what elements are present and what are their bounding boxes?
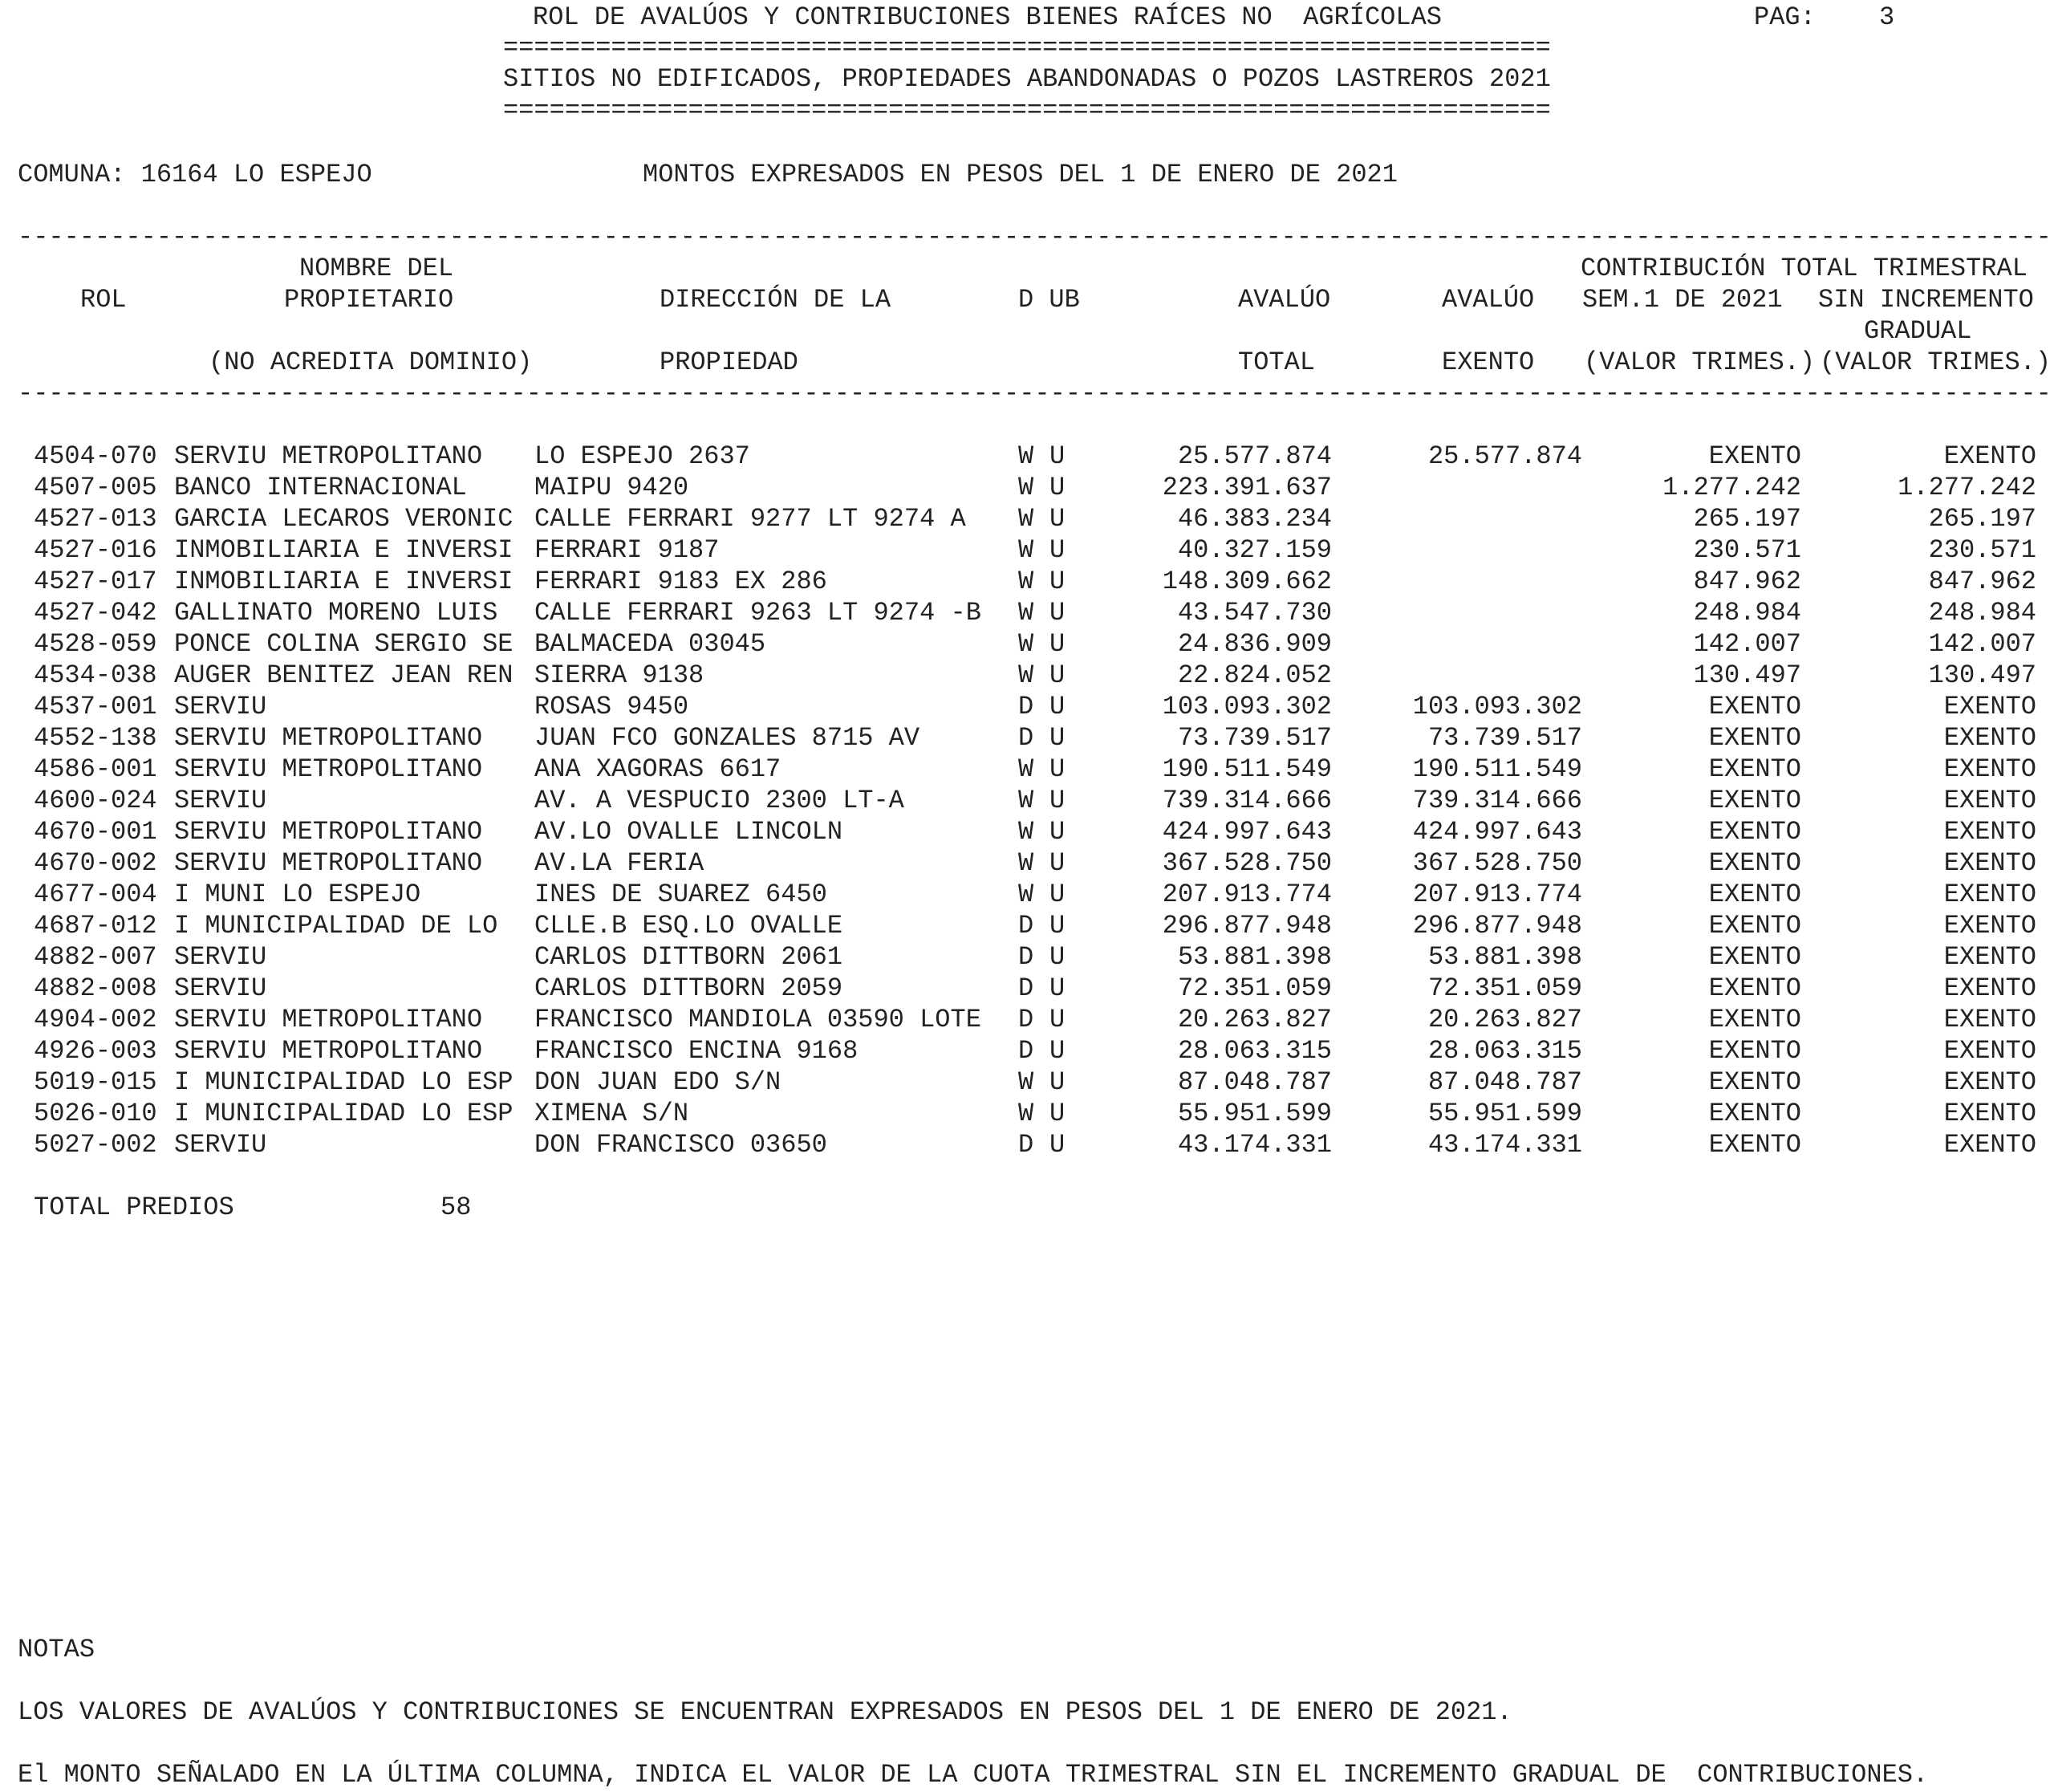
cell-avaluo-total: 148.309.662 <box>1162 567 1332 596</box>
cell-avaluo-exento: 87.048.787 <box>1427 1067 1582 1097</box>
notes-heading: NOTAS <box>18 1635 95 1664</box>
cell-rol: 4882-007 <box>34 942 157 972</box>
cell-contrib-sem: EXENTO <box>1708 880 1801 909</box>
rule-header-bottom: ------------------------------------------------------------------------------------------------------------------------------------ <box>18 379 2052 408</box>
cell-contrib-sem: 265.197 <box>1693 504 1801 534</box>
cell-d: W <box>1018 567 1034 596</box>
montos-label: MONTOS EXPRESADOS EN PESOS DEL 1 DE ENERO DE 2021 <box>643 160 1398 189</box>
table-row <box>0 597 2054 628</box>
cell-ub: U <box>1049 754 1066 784</box>
cell-rol: 4528-059 <box>34 629 157 659</box>
table-row <box>0 534 2054 566</box>
cell-rol: 4527-042 <box>34 598 157 628</box>
table-row <box>0 785 2054 816</box>
cell-d: W <box>1018 598 1034 628</box>
rule-header-top: ------------------------------------------------------------------------------------------------------------------------------------ <box>18 222 2052 252</box>
cell-nombre: AUGER BENITEZ JEAN REN <box>174 660 514 690</box>
table-row <box>0 1129 2054 1160</box>
cell-contrib-trim: EXENTO <box>1943 786 2036 815</box>
col-avaluo-exento-l4: EXENTO <box>1442 347 1535 377</box>
cell-avaluo-exento: 424.997.643 <box>1412 817 1582 847</box>
cell-nombre: I MUNICIPALIDAD DE LO <box>174 911 498 941</box>
cell-ub: U <box>1049 1005 1066 1034</box>
cell-nombre: SERVIU METROPOLITANO <box>174 848 483 878</box>
cell-d: D <box>1018 723 1034 753</box>
cell-contrib-sem: EXENTO <box>1708 1099 1801 1128</box>
cell-nombre: I MUNI LO ESPEJO <box>174 880 421 909</box>
cell-direccion: JUAN FCO GONZALES 8715 AV <box>534 723 920 753</box>
cell-contrib-sem: EXENTO <box>1708 441 1801 471</box>
cell-direccion: INES DE SUAREZ 6450 <box>534 880 827 909</box>
cell-ub: U <box>1049 1099 1066 1128</box>
cell-direccion: FRANCISCO ENCINA 9168 <box>534 1036 859 1066</box>
cell-contrib-trim: EXENTO <box>1943 441 2036 471</box>
cell-rol: 4687-012 <box>34 911 157 941</box>
cell-avaluo-total: 296.877.948 <box>1162 911 1332 941</box>
cell-direccion: CARLOS DITTBORN 2059 <box>534 973 843 1003</box>
cell-avaluo-exento: 296.877.948 <box>1412 911 1582 941</box>
table-row <box>0 503 2054 534</box>
cell-contrib-sem: 1.277.242 <box>1662 473 1801 502</box>
cell-nombre: GALLINATO MORENO LUIS <box>174 598 498 628</box>
cell-d: D <box>1018 973 1034 1003</box>
total-predios-label: TOTAL PREDIOS <box>34 1193 234 1222</box>
table-row <box>0 660 2054 691</box>
cell-nombre: I MUNICIPALIDAD LO ESP <box>174 1067 514 1097</box>
cell-ub: U <box>1049 473 1066 502</box>
cell-rol: 4527-016 <box>34 535 157 565</box>
cell-rol: 4504-070 <box>34 441 157 471</box>
col-nombre-l1: NOMBRE DEL <box>299 254 454 283</box>
total-predios-value: 58 <box>440 1193 472 1222</box>
cell-avaluo-total: 43.547.730 <box>1177 598 1332 628</box>
col-rol: ROL <box>80 285 127 315</box>
table-row <box>0 1004 2054 1035</box>
cell-rol: 5019-015 <box>34 1067 157 1097</box>
cell-nombre: SERVIU METROPOLITANO <box>174 1036 483 1066</box>
col-avaluo-total-l4: TOTAL <box>1238 347 1316 377</box>
cell-ub: U <box>1049 880 1066 909</box>
table-row <box>0 973 2054 1004</box>
cell-avaluo-total: 73.739.517 <box>1177 723 1332 753</box>
cell-contrib-trim: EXENTO <box>1943 1130 2036 1160</box>
cell-ub: U <box>1049 535 1066 565</box>
cell-rol: 4904-002 <box>34 1005 157 1034</box>
cell-d: W <box>1018 1099 1034 1128</box>
cell-ub: U <box>1049 723 1066 753</box>
cell-ub: U <box>1049 848 1066 878</box>
table-row <box>0 847 2054 879</box>
cell-ub: U <box>1049 1067 1066 1097</box>
col-nombre-l2: PROPIETARIO <box>284 285 454 315</box>
cell-rol: 4600-024 <box>34 786 157 815</box>
table-row <box>0 472 2054 503</box>
cell-contrib-sem: EXENTO <box>1708 1067 1801 1097</box>
cell-nombre: PONCE COLINA SERGIO SE <box>174 629 514 659</box>
notes-line-1: LOS VALORES DE AVALÚOS Y CONTRIBUCIONES SE ENCUENTRAN EXPRESADOS EN PESOS DEL 1 DE ENERO DE 2021. <box>18 1697 1512 1727</box>
cell-nombre: GARCIA LECAROS VERONIC <box>174 504 514 534</box>
cell-contrib-trim: 1.277.242 <box>1898 473 2036 502</box>
cell-direccion: DON FRANCISCO 03650 <box>534 1130 827 1160</box>
cell-d: W <box>1018 629 1034 659</box>
cell-contrib-sem: 130.497 <box>1693 660 1801 690</box>
table-row <box>0 1035 2054 1067</box>
cell-direccion: XIMENA S/N <box>534 1099 689 1128</box>
cell-d: D <box>1018 942 1034 972</box>
col-avaluo-exento-l2: AVALÚO <box>1442 285 1535 315</box>
cell-d: D <box>1018 692 1034 721</box>
double-rule-top: ==================================================================== <box>503 33 1551 63</box>
cell-avaluo-exento: 53.881.398 <box>1427 942 1582 972</box>
cell-rol: 4670-001 <box>34 817 157 847</box>
cell-avaluo-total: 46.383.234 <box>1177 504 1332 534</box>
cell-avaluo-total: 25.577.874 <box>1177 441 1332 471</box>
cell-contrib-trim: EXENTO <box>1943 1005 2036 1034</box>
cell-ub: U <box>1049 942 1066 972</box>
cell-d: W <box>1018 473 1034 502</box>
table-row <box>0 1067 2054 1098</box>
cell-avaluo-exento: 25.577.874 <box>1427 441 1582 471</box>
cell-d: W <box>1018 441 1034 471</box>
col-nombre-l4: (NO ACREDITA DOMINIO) <box>209 347 533 377</box>
cell-contrib-trim: EXENTO <box>1943 942 2036 972</box>
cell-direccion: ANA XAGORAS 6617 <box>534 754 781 784</box>
cell-contrib-sem: EXENTO <box>1708 723 1801 753</box>
cell-rol: 4677-004 <box>34 880 157 909</box>
cell-direccion: FERRARI 9187 <box>534 535 720 565</box>
cell-d: W <box>1018 504 1034 534</box>
double-rule-bottom: ==================================================================== <box>503 95 1551 125</box>
cell-avaluo-total: 739.314.666 <box>1162 786 1332 815</box>
table-row <box>0 566 2054 597</box>
cell-avaluo-total: 22.824.052 <box>1177 660 1332 690</box>
table-row <box>0 722 2054 754</box>
cell-ub: U <box>1049 1130 1066 1160</box>
cell-avaluo-total: 55.951.599 <box>1177 1099 1332 1128</box>
cell-avaluo-exento: 20.263.827 <box>1427 1005 1582 1034</box>
cell-direccion: SIERRA 9138 <box>534 660 704 690</box>
cell-contrib-sem: 248.984 <box>1693 598 1801 628</box>
cell-contrib-trim: EXENTO <box>1943 1067 2036 1097</box>
cell-contrib-trim: EXENTO <box>1943 848 2036 878</box>
cell-direccion: LO ESPEJO 2637 <box>534 441 750 471</box>
cell-avaluo-total: 223.391.637 <box>1162 473 1332 502</box>
cell-avaluo-total: 190.511.549 <box>1162 754 1332 784</box>
cell-ub: U <box>1049 973 1066 1003</box>
cell-direccion: AV.LO OVALLE LINCOLN <box>534 817 843 847</box>
table-row <box>0 816 2054 847</box>
cell-avaluo-total: 87.048.787 <box>1177 1067 1332 1097</box>
cell-rol: 4507-005 <box>34 473 157 502</box>
table-row <box>0 879 2054 910</box>
cell-nombre: SERVIU <box>174 692 267 721</box>
cell-avaluo-total: 72.351.059 <box>1177 973 1332 1003</box>
cell-avaluo-total: 40.327.159 <box>1177 535 1332 565</box>
cell-nombre: I MUNICIPALIDAD LO ESP <box>174 1099 514 1128</box>
cell-ub: U <box>1049 504 1066 534</box>
table-row <box>0 1098 2054 1129</box>
cell-contrib-sem: EXENTO <box>1708 817 1801 847</box>
col-dub: D UB <box>1018 285 1080 315</box>
cell-nombre: SERVIU <box>174 973 267 1003</box>
cell-contrib-sem: EXENTO <box>1708 754 1801 784</box>
cell-nombre: SERVIU <box>174 942 267 972</box>
col-trim-l3: GRADUAL <box>1864 316 1972 346</box>
cell-contrib-sem: 230.571 <box>1693 535 1801 565</box>
cell-avaluo-exento: 43.174.331 <box>1427 1130 1582 1160</box>
cell-contrib-sem: 142.007 <box>1693 629 1801 659</box>
cell-contrib-trim: EXENTO <box>1943 723 2036 753</box>
cell-contrib-trim: EXENTO <box>1943 973 2036 1003</box>
cell-contrib-sem: EXENTO <box>1708 911 1801 941</box>
cell-contrib-sem: EXENTO <box>1708 692 1801 721</box>
cell-direccion: MAIPU 9420 <box>534 473 689 502</box>
cell-contrib-trim: EXENTO <box>1943 1036 2036 1066</box>
cell-d: W <box>1018 786 1034 815</box>
cell-rol: 5027-002 <box>34 1130 157 1160</box>
cell-contrib-sem: EXENTO <box>1708 1036 1801 1066</box>
col-contribucion-l1: CONTRIBUCIÓN TOTAL TRIMESTRAL <box>1581 254 2028 283</box>
cell-d: W <box>1018 754 1034 784</box>
cell-ub: U <box>1049 660 1066 690</box>
cell-nombre: SERVIU METROPOLITANO <box>174 723 483 753</box>
cell-direccion: CALLE FERRARI 9277 LT 9274 A <box>534 504 966 534</box>
col-sem-l4: (VALOR TRIMES.) <box>1584 347 1816 377</box>
cell-avaluo-exento: 103.093.302 <box>1412 692 1582 721</box>
cell-nombre: SERVIU <box>174 786 267 815</box>
cell-avaluo-exento: 72.351.059 <box>1427 973 1582 1003</box>
cell-d: D <box>1018 911 1034 941</box>
table-row <box>0 910 2054 941</box>
cell-nombre: INMOBILIARIA E INVERSI <box>174 567 514 596</box>
col-direccion-l4: PROPIEDAD <box>660 347 798 377</box>
cell-nombre: SERVIU METROPOLITANO <box>174 817 483 847</box>
notes-line-2: El MONTO SEÑALADO EN LA ÚLTIMA COLUMNA, INDICA EL VALOR DE LA CUOTA TRIMESTRAL SIN EL INCREMENTO GRADUAL DE CONTRIBUCIONES. <box>18 1760 1929 1790</box>
cell-direccion: DON JUAN EDO S/N <box>534 1067 781 1097</box>
table-row <box>0 691 2054 722</box>
comuna-label: COMUNA: 16164 LO ESPEJO <box>18 160 372 189</box>
cell-contrib-trim: 847.962 <box>1928 567 2036 596</box>
cell-ub: U <box>1049 567 1066 596</box>
cell-contrib-sem: EXENTO <box>1708 786 1801 815</box>
cell-nombre: INMOBILIARIA E INVERSI <box>174 535 514 565</box>
cell-d: W <box>1018 817 1034 847</box>
cell-contrib-sem: EXENTO <box>1708 1005 1801 1034</box>
cell-direccion: AV.LA FERIA <box>534 848 704 878</box>
cell-rol: 4537-001 <box>34 692 157 721</box>
cell-contrib-trim: EXENTO <box>1943 911 2036 941</box>
cell-contrib-trim: 230.571 <box>1928 535 2036 565</box>
cell-avaluo-total: 424.997.643 <box>1162 817 1332 847</box>
col-trim-l4: (VALOR TRIMES.) <box>1820 347 2052 377</box>
cell-avaluo-exento: 190.511.549 <box>1412 754 1582 784</box>
cell-d: W <box>1018 535 1034 565</box>
cell-ub: U <box>1049 598 1066 628</box>
cell-rol: 4552-138 <box>34 723 157 753</box>
cell-contrib-sem: 847.962 <box>1693 567 1801 596</box>
cell-ub: U <box>1049 1036 1066 1066</box>
cell-avaluo-total: 53.881.398 <box>1177 942 1332 972</box>
cell-avaluo-exento: 367.528.750 <box>1412 848 1582 878</box>
cell-contrib-trim: EXENTO <box>1943 692 2036 721</box>
cell-ub: U <box>1049 786 1066 815</box>
cell-nombre: SERVIU <box>174 1130 267 1160</box>
cell-nombre: SERVIU METROPOLITANO <box>174 754 483 784</box>
cell-ub: U <box>1049 817 1066 847</box>
cell-contrib-sem: EXENTO <box>1708 942 1801 972</box>
cell-contrib-trim: 142.007 <box>1928 629 2036 659</box>
cell-direccion: FERRARI 9183 EX 286 <box>534 567 827 596</box>
cell-rol: 4534-038 <box>34 660 157 690</box>
cell-rol: 4882-008 <box>34 973 157 1003</box>
cell-ub: U <box>1049 911 1066 941</box>
cell-direccion: CALLE FERRARI 9263 LT 9274 -B <box>534 598 981 628</box>
page-number: 3 <box>1879 2 1895 32</box>
cell-avaluo-total: 24.836.909 <box>1177 629 1332 659</box>
report-subtitle: SITIOS NO EDIFICADOS, PROPIEDADES ABANDONADAS O POZOS LASTREROS 2021 <box>503 64 1551 94</box>
cell-contrib-trim: EXENTO <box>1943 754 2036 784</box>
cell-contrib-sem: EXENTO <box>1708 1130 1801 1160</box>
cell-ub: U <box>1049 692 1066 721</box>
col-trim-l2: SIN INCREMENTO <box>1818 285 2034 315</box>
cell-direccion: AV. A VESPUCIO 2300 LT-A <box>534 786 904 815</box>
cell-avaluo-total: 103.093.302 <box>1162 692 1332 721</box>
cell-rol: 4527-017 <box>34 567 157 596</box>
cell-rol: 5026-010 <box>34 1099 157 1128</box>
cell-avaluo-exento: 73.739.517 <box>1427 723 1582 753</box>
cell-d: W <box>1018 660 1034 690</box>
cell-direccion: BALMACEDA 03045 <box>534 629 766 659</box>
table-row <box>0 441 2054 472</box>
cell-contrib-sem: EXENTO <box>1708 848 1801 878</box>
cell-direccion: CARLOS DITTBORN 2061 <box>534 942 843 972</box>
cell-nombre: SERVIU METROPOLITANO <box>174 441 483 471</box>
cell-avaluo-exento: 55.951.599 <box>1427 1099 1582 1128</box>
cell-avaluo-total: 207.913.774 <box>1162 880 1332 909</box>
cell-rol: 4670-002 <box>34 848 157 878</box>
cell-d: W <box>1018 848 1034 878</box>
cell-nombre: SERVIU METROPOLITANO <box>174 1005 483 1034</box>
cell-avaluo-total: 43.174.331 <box>1177 1130 1332 1160</box>
report-title: ROL DE AVALÚOS Y CONTRIBUCIONES BIENES RAÍCES NO AGRÍCOLAS <box>533 2 1442 32</box>
cell-d: D <box>1018 1036 1034 1066</box>
cell-direccion: CLLE.B ESQ.LO OVALLE <box>534 911 843 941</box>
cell-rol: 4926-003 <box>34 1036 157 1066</box>
table-row <box>0 628 2054 660</box>
cell-avaluo-total: 28.063.315 <box>1177 1036 1332 1066</box>
cell-contrib-trim: EXENTO <box>1943 1099 2036 1128</box>
cell-rol: 4586-001 <box>34 754 157 784</box>
cell-ub: U <box>1049 441 1066 471</box>
cell-contrib-trim: 248.984 <box>1928 598 2036 628</box>
cell-rol: 4527-013 <box>34 504 157 534</box>
cell-direccion: ROSAS 9450 <box>534 692 689 721</box>
cell-contrib-trim: EXENTO <box>1943 817 2036 847</box>
cell-d: W <box>1018 1067 1034 1097</box>
col-sem-l2: SEM.1 DE 2021 <box>1582 285 1783 315</box>
table-row <box>0 754 2054 785</box>
cell-direccion: FRANCISCO MANDIOLA 03590 LOTE <box>534 1005 981 1034</box>
cell-contrib-sem: EXENTO <box>1708 973 1801 1003</box>
page-label: PAG: <box>1754 2 1816 32</box>
cell-avaluo-total: 367.528.750 <box>1162 848 1332 878</box>
col-direccion-l2: DIRECCIÓN DE LA <box>660 285 891 315</box>
cell-avaluo-exento: 28.063.315 <box>1427 1036 1582 1066</box>
cell-contrib-trim: 130.497 <box>1928 660 2036 690</box>
cell-d: D <box>1018 1005 1034 1034</box>
table-row <box>0 941 2054 973</box>
cell-avaluo-exento: 207.913.774 <box>1412 880 1582 909</box>
cell-avaluo-exento: 739.314.666 <box>1412 786 1582 815</box>
cell-ub: U <box>1049 629 1066 659</box>
cell-d: D <box>1018 1130 1034 1160</box>
cell-avaluo-total: 20.263.827 <box>1177 1005 1332 1034</box>
col-avaluo-total-l2: AVALÚO <box>1238 285 1331 315</box>
cell-contrib-trim: 265.197 <box>1928 504 2036 534</box>
cell-contrib-trim: EXENTO <box>1943 880 2036 909</box>
cell-nombre: BANCO INTERNACIONAL <box>174 473 467 502</box>
cell-d: W <box>1018 880 1034 909</box>
